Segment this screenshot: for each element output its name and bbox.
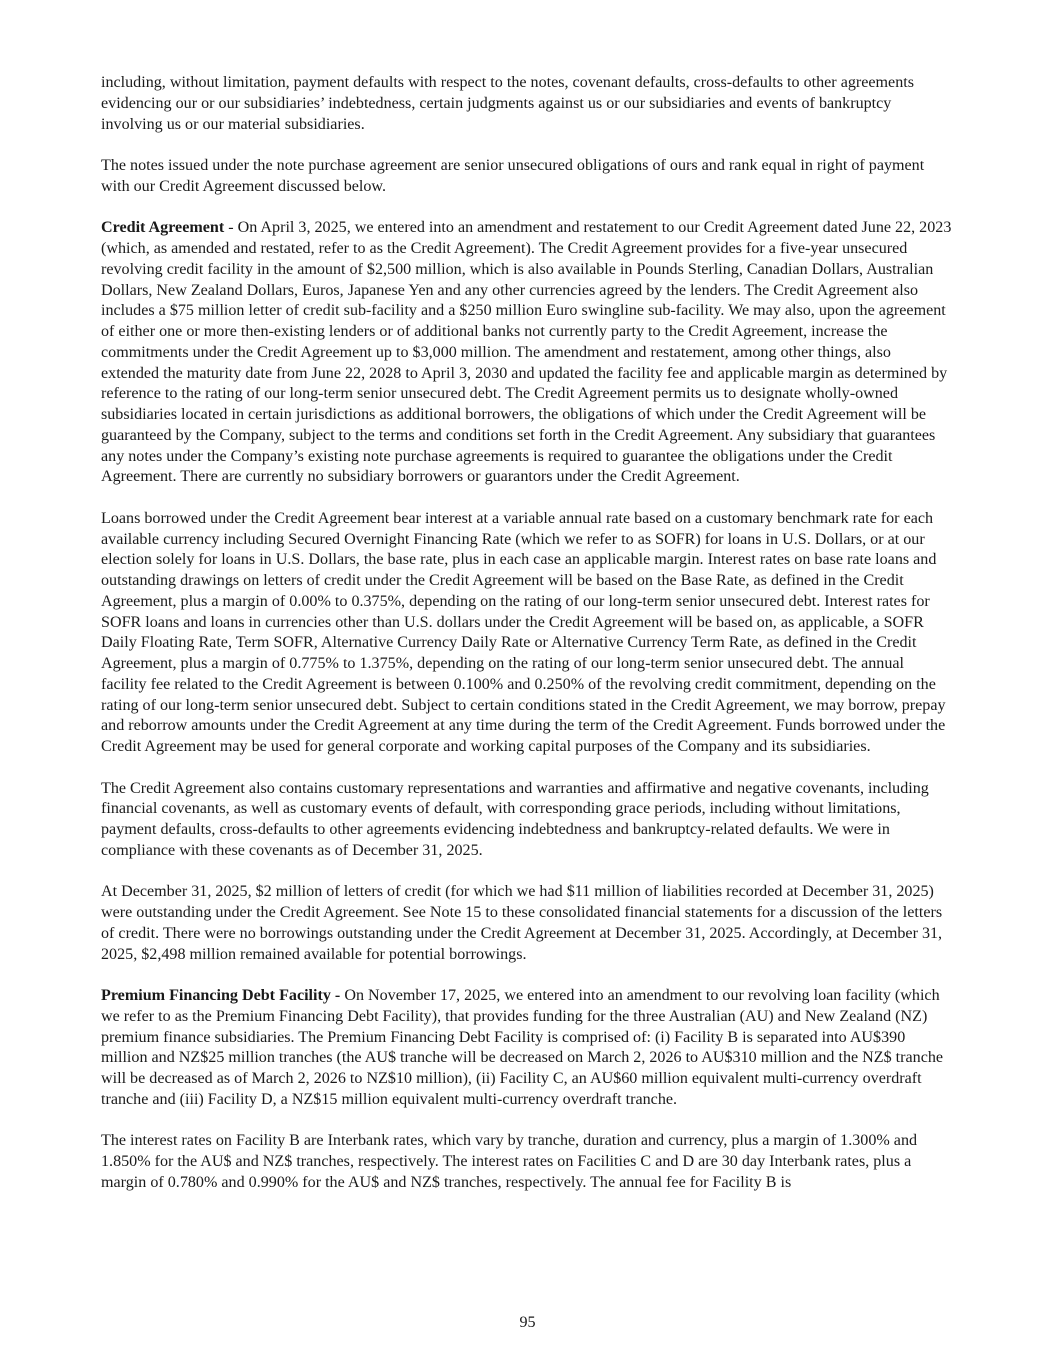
paragraph-text: The interest rates on Facility B are Interbank rates, which vary by tranche, duration and currency, plus a margin of 1.300% and 1.850% for the AU$ and NZ$ tranches, respectively. The interest rates on Facilities C and D are 30 day Interbank rates, plus a margin of 0.780% and 0.990% for the AU$ and NZ$ tranches, respectively. The annual fee for Facility B is [101, 1132, 918, 1191]
paragraph-text: The Credit Agreement also contains customary representations and warranties and affirmative and negative covenants, including financial covenants, as well as customary events of default, with corresponding grace periods, including without limitations, payment defaults, cross-defaults to other agreements evidencing indebtedness and bankruptcy-related defaults. We were in compliance with these covenants as of December 31, 2025. [101, 779, 929, 859]
page-number: 95 [519, 1314, 536, 1331]
section-heading-premium-financing: Premium Financing Debt Facility - [101, 987, 341, 1004]
paragraph-text: Loans borrowed under the Credit Agreement bear interest at a variable annual rate based on a customary benchmark rate for each available currency including Secured Overnight Financing Rate (which we refer to as SOFR) for loans in U.S. Dollars, or at our election solely for loans in U.S. Dollars, the base rate, plus in each case an applicable margin. Interest rates on base rate loans and outstanding drawings on letters of credit under the Credit Agreement will be based on the Base Rate, as defined in the Credit Agreement, plus a margin of 0.00% to 0.375%, depending on the rating of our long-term senior unsecured debt. Interest rates for SOFR loans and loans in currencies other than U.S. dollars under the Credit Agreement will be based on, as applicable, a SOFR Daily Floating Rate, Term SOFR, Alternative Currency Daily Rate or Alternative Currency Term Rate, as defined in the Credit Agreement, plus a margin of 0.775% to 1.375%, depending on the rating of our long-term senior unsecured debt. The annual facility fee related to the Credit Agreement is between 0.100% and 0.250% of the revolving credit commitment, depending on the rating of our long-term senior unsecured debt. Subject to certain conditions stated in the Credit Agreement, we may borrow, prepay and reborrow amounts under the Credit Agreement at any time during the term of the Credit Agreement. Funds borrowed under the Credit Agreement may be used for general corporate and working capital purposes of the Company and its subsidiaries. [101, 509, 946, 755]
paragraph-default-provisions [101, 73, 953, 135]
paragraph-covenants [101, 779, 953, 862]
paragraph-text: - On April 3, 2025, we entered into an amendment and restatement to our Credit Agreement dated June 22, 2023 (which, as amended and restated, refer to as the Credit Agreement). The Credit Agreement provides for a five-year unsecured revolving credit facility in the amount of $2,500 million, which is also available in Pounds Sterling, Canadian Dollars, Australian Dollars, New Zealand Dollars, Euros, Japanese Yen and any other currencies agreed by the lenders. The Credit Agreement also includes a $75 million letter of credit sub-facility and a $250 million Euro swingline sub-facility. We may also, upon the agreement of either one or more then-existing lenders or of additional banks not currently party to the Credit Agreement, increase the commitments under the Credit Agreement up to $3,000 million. The amendment and restatement, among other things, also extended the maturity date from June 22, 2028 to April 3, 2030 and updated the facility fee and applicable margin as determined by reference to the rating of our long-term senior unsecured debt. The Credit Agreement permits us to designate wholly-owned subsidiaries located in certain jurisdictions as additional borrowers, the obligations of which under the Credit Agreement will be guaranteed by the Company, subject to the terms and conditions set forth in the Credit Agreement. Any subsidiary that guarantees any notes under the Company’s existing note purchase agreements is required to guarantee the obligations under the Credit Agreement. There are currently no subsidiary borrowers or guarantors under the Credit Agreement. [101, 219, 952, 486]
paragraph-premium-financing [101, 986, 953, 1111]
paragraph-text: including, without limitation, payment defaults with respect to the notes, covenant defaults, cross-defaults to other agreements evidencing our or our subsidiaries’ indebtedness, certain judgments against us or our subsidiaries and events of bankruptcy involving us or our material subsidiaries. [101, 74, 914, 133]
paragraph-text: At December 31, 2025, $2 million of letters of credit (for which we had $11 million of liabilities recorded at December 31, 2025) were outstanding under the Credit Agreement. See Note 15 to these consolidated financial statements for a discussion of the letters of credit. There were no borrowings outstanding under the Credit Agreement at December 31, 2025. Accordingly, at December 31, 2025, $2,498 million remained available for potential borrowings. [101, 883, 943, 963]
paragraph-text: The notes issued under the note purchase agreement are senior unsecured obligations of ours and rank equal in right of payment with our Credit Agreement discussed below. [101, 157, 925, 195]
paragraph-credit-agreement [101, 218, 953, 488]
paragraph-notes-ranking [101, 156, 953, 198]
paragraph-letters-of-credit [101, 882, 953, 965]
paragraph-text: On November 17, 2025, we entered into an amendment to our revolving loan facility (which we refer to as the Premium Financing Debt Facility), that provides funding for the three Australian (AU) and New Zealand (NZ) premium finance subsidiaries. The Premium Financing Debt Facility is comprised of: (i) Facility B is separated into AU$390 million and NZ$25 million tranches (the AU$ tranche will be decreased on March 2, 2026 to AU$310 million and the NZ$ tranche will be decreased as of March 2, 2026 to NZ$10 million), (ii) Facility C, an AU$60 million equivalent multi-currency overdraft tranche and (iii) Facility D, a NZ$15 million equivalent multi-currency overdraft tranche. [101, 987, 944, 1108]
paragraph-loan-interest [101, 509, 953, 758]
section-heading-credit-agreement: Credit Agreement [101, 219, 225, 237]
paragraph-facility-interest-rates [101, 1131, 953, 1193]
document-body [101, 73, 953, 1214]
